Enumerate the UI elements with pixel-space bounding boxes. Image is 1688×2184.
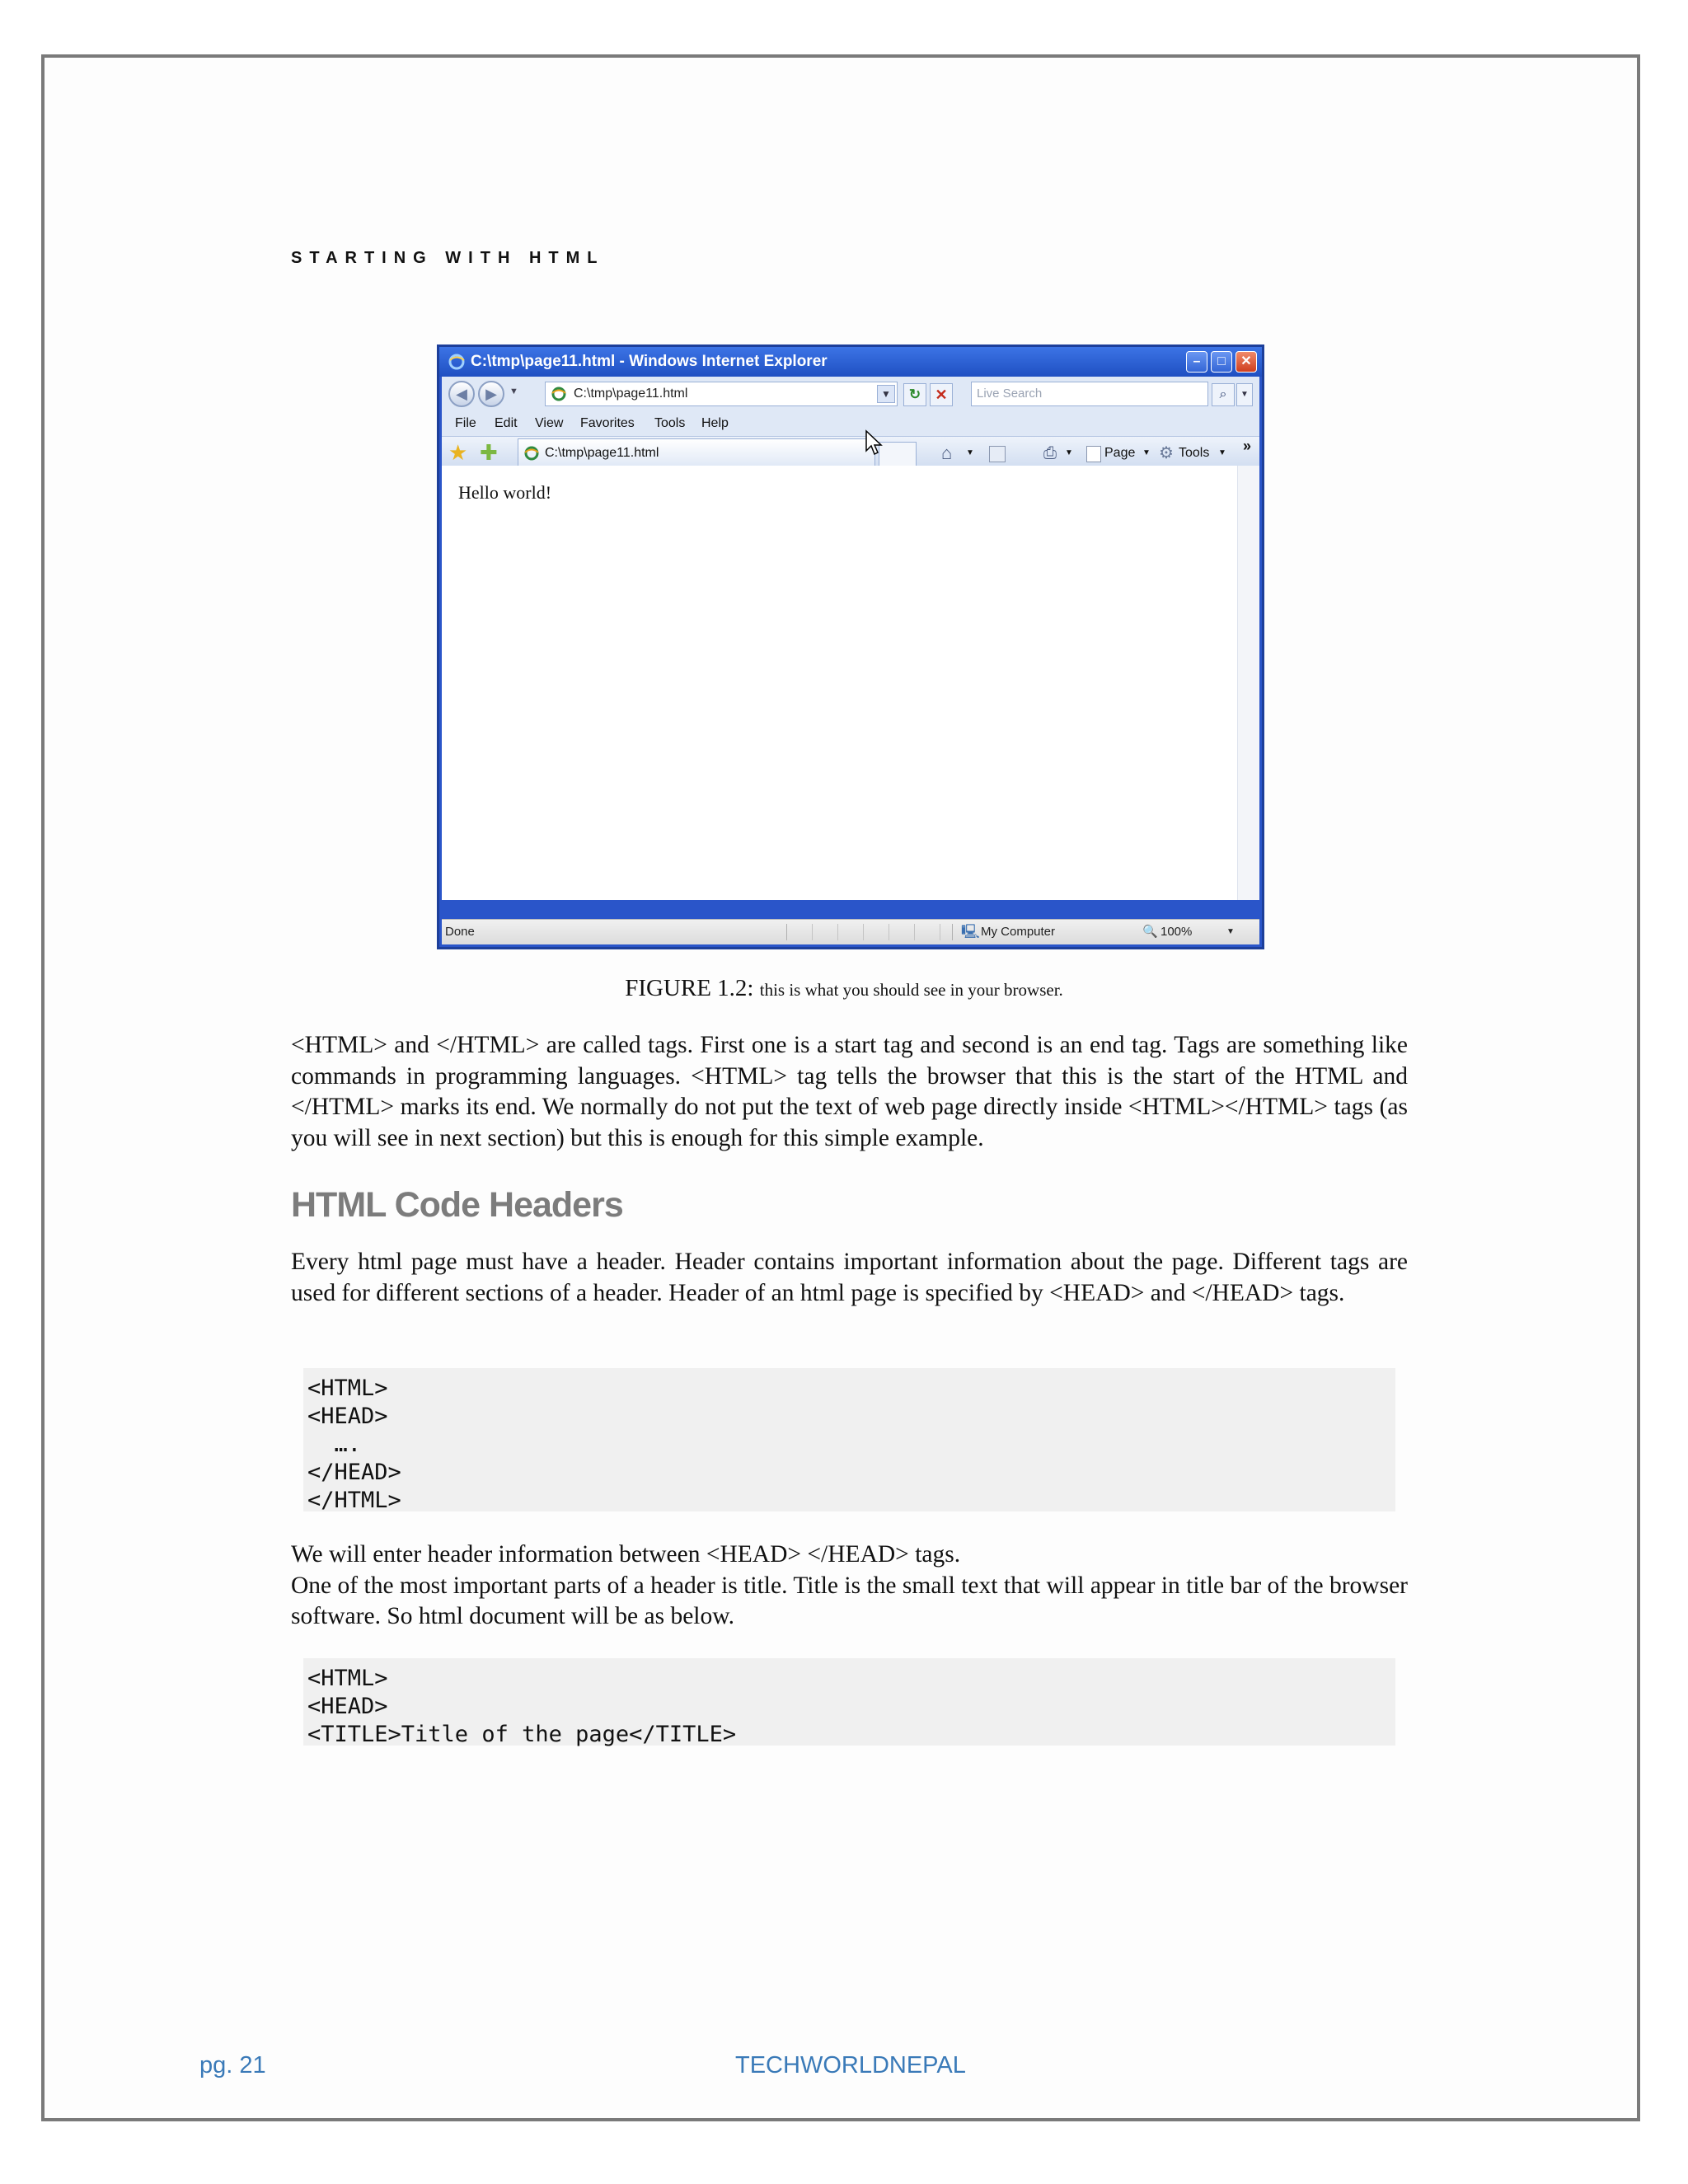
computer-icon: 🖳 xyxy=(961,924,980,940)
page-menu-icon xyxy=(1086,446,1101,462)
code-block-head xyxy=(303,1368,1395,1511)
tab-page11[interactable] xyxy=(518,438,875,468)
code-line: …. xyxy=(307,1432,362,1457)
tab-page-icon xyxy=(523,446,540,461)
search-icon[interactable]: ⌕ xyxy=(1212,383,1235,406)
menu-favorites[interactable]: Favorites xyxy=(580,416,635,430)
back-button[interactable]: ◀ xyxy=(448,381,475,407)
refresh-icon[interactable]: ↻ xyxy=(903,383,926,406)
section-heading: HTML Code Headers xyxy=(291,1185,623,1225)
address-dropdown-icon[interactable]: ▼ xyxy=(877,385,895,403)
print-icon[interactable]: ⎙ xyxy=(1043,444,1057,462)
status-bar xyxy=(442,919,1259,944)
code-block-title xyxy=(303,1658,1395,1746)
tools-gear-icon: ⚙ xyxy=(1159,444,1174,462)
feeds-icon[interactable] xyxy=(989,446,1006,462)
paragraph-tags: <HTML> and </HTML> are called tags. First one is a start tag and second is an end tag. Tags are something like commands in programming languages. <HTML> tag tells the browser that this is the start of the HTML and </HTML> marks its end. We normally do not put the text of web page directly inside <HTML></HTML> tags (as you will see in next section) but this is enough for this simple example. xyxy=(291,1032,1408,1151)
paragraph-title-line1: We will enter header information between <HEAD> </HEAD> tags. xyxy=(291,1541,961,1568)
stop-icon[interactable]: ✕ xyxy=(930,383,953,406)
code-line: <HTML> xyxy=(307,1376,388,1401)
code-line: <HTML> xyxy=(307,1666,388,1691)
address-text: C:\tmp\page11.html xyxy=(574,387,688,401)
figure-label: FIGURE 1.2: xyxy=(625,975,754,1001)
search-input[interactable]: Live Search xyxy=(971,382,1208,406)
tools-dropdown-icon[interactable]: ▼ xyxy=(1218,448,1226,457)
favorites-star-icon[interactable]: ★ xyxy=(448,440,468,465)
tools-menu-button[interactable]: Tools xyxy=(1179,446,1210,460)
hello-text: Hello world! xyxy=(458,482,552,503)
footer-site: TECHWORLDNEPAL xyxy=(735,2052,966,2079)
page-dropdown-icon[interactable]: ▼ xyxy=(1142,448,1151,457)
home-dropdown-icon[interactable]: ▼ xyxy=(966,448,974,457)
browser-titlebar xyxy=(439,347,1262,377)
forward-button[interactable]: ▶ xyxy=(478,381,504,407)
print-dropdown-icon[interactable]: ▼ xyxy=(1065,448,1073,457)
page-icon xyxy=(551,387,567,401)
zoom-dropdown-icon[interactable]: ▼ xyxy=(1226,927,1235,936)
mouse-cursor-icon xyxy=(865,429,883,456)
browser-title: C:\tmp\page11.html - Windows Internet Explorer xyxy=(471,353,828,370)
address-row xyxy=(442,377,1259,411)
browser-screenshot xyxy=(437,344,1264,949)
code-line: <HEAD> xyxy=(307,1404,388,1429)
running-head: STARTING WITH HTML xyxy=(291,249,605,267)
figure-caption xyxy=(0,975,1688,1002)
favorites-bar xyxy=(442,436,1259,470)
address-bar[interactable] xyxy=(545,382,898,406)
menu-edit[interactable]: Edit xyxy=(495,416,518,430)
page-menu-button[interactable]: Page xyxy=(1104,446,1136,460)
page-number: pg. 21 xyxy=(199,2052,266,2079)
home-icon[interactable]: ⌂ xyxy=(941,443,953,463)
tab-label: C:\tmp\page11.html xyxy=(545,446,659,460)
paragraph-header: Every html page must have a header. Header contains important information about the page. Different tags are used for different sections of a header. Header of an html page is specified by <HEAD> and </HEAD> tags. xyxy=(291,1249,1408,1306)
code-line: </HTML> xyxy=(307,1488,401,1513)
menu-tools[interactable]: Tools xyxy=(654,416,686,430)
minimize-button[interactable]: – xyxy=(1186,351,1207,373)
menu-view[interactable]: View xyxy=(535,416,564,430)
chevron-more-icon[interactable]: » xyxy=(1243,438,1252,454)
paragraph-title-line2: One of the most important parts of a header is title. Title is the small text that will appear in title bar of the browser software. So html document will be as below. xyxy=(291,1572,1408,1629)
code-line: <HEAD> xyxy=(307,1694,388,1719)
browser-content xyxy=(442,466,1259,900)
add-favorites-icon[interactable]: ✚ xyxy=(480,440,498,465)
zoom-icon: 🔍 xyxy=(1142,925,1158,939)
new-tab-button[interactable] xyxy=(879,442,917,468)
status-panels xyxy=(786,924,953,940)
vertical-scrollbar[interactable] xyxy=(1237,466,1259,900)
menu-file[interactable]: File xyxy=(455,416,476,430)
menu-help[interactable]: Help xyxy=(701,416,729,430)
paragraph-title xyxy=(291,1540,1408,1633)
code-line: <TITLE>Title of the page</TITLE> xyxy=(307,1722,737,1747)
browser-chrome xyxy=(442,377,1259,465)
code-line: </HEAD> xyxy=(307,1460,401,1485)
figure-caption-text: this is what you should see in your browser. xyxy=(759,980,1063,1000)
maximize-button[interactable]: □ xyxy=(1211,351,1232,373)
search-options-icon[interactable]: ▼ xyxy=(1236,383,1253,406)
zone-text: My Computer xyxy=(981,925,1056,939)
close-button[interactable]: ✕ xyxy=(1236,351,1257,373)
zoom-level[interactable]: 100% xyxy=(1160,925,1193,939)
menu-bar xyxy=(442,411,1259,436)
status-text: Done xyxy=(445,925,475,939)
ie-logo-icon xyxy=(448,353,466,371)
history-dropdown-icon[interactable]: ▼ xyxy=(509,387,518,396)
